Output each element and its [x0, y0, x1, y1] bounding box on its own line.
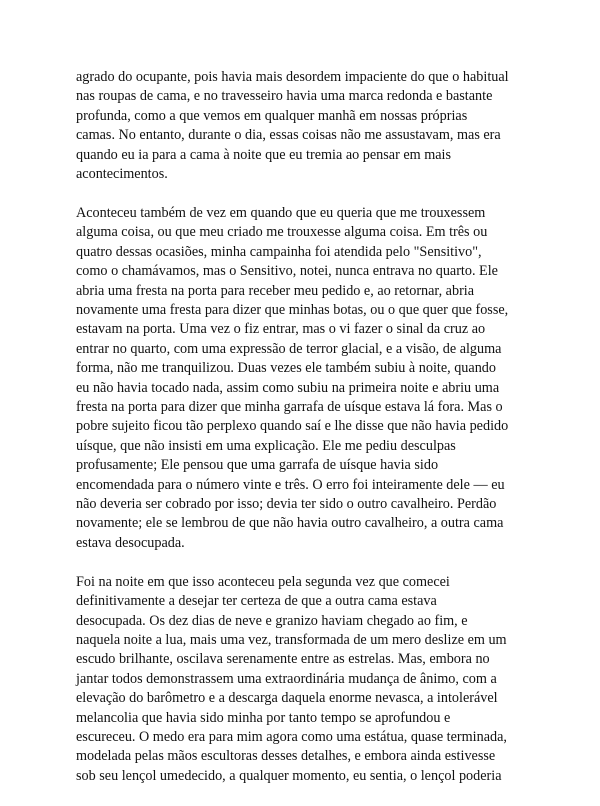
text-line: não deveria ser cobrado por isso; devia ter sido o outro cavalheiro. Perdão: [76, 496, 497, 513]
text-line: eu não havia tocado nada, assim como subiu na primeira noite e abriu uma: [76, 379, 500, 396]
text-line: agrado do ocupante, pois havia mais desordem impaciente do que o habitual: [76, 69, 509, 85]
paragraph: [76, 573, 531, 786]
text-line: escureceu. O medo era para mim agora como uma estátua, quase terminada,: [76, 729, 507, 745]
text-line: acontecimentos.: [76, 166, 168, 183]
text-line: novamente uma fresta para dizer que minhas botas, ou o que quer que fosse,: [76, 301, 509, 318]
text-line: sob seu lençol umedecido, a qualquer momento, eu sentia, o lençol poderia: [76, 767, 502, 784]
text-line: escudo brilhante, oscilava serenamente entre as estrelas. Mas, embora no: [76, 651, 490, 668]
text-line: naquela noite a lua, mais uma vez, transformada de um mero deslize em um: [76, 631, 507, 648]
text-line: Foi na noite em que isso aconteceu pela segunda vez que comecei: [76, 573, 450, 590]
text-line: profunda, como a que vemos em qualquer manhã em nossas próprias: [76, 107, 468, 124]
text-line: uísque, que não insisti em uma explicação. Ele me pediu desculpas: [76, 437, 456, 454]
paragraph: [76, 204, 531, 553]
text-line: fresta na porta para dizer que minha garrafa de uísque estava lá fora. Mas o: [76, 399, 503, 415]
text-line: forma, não me tranquilizou. Duas vezes ele também subiu à noite, quando: [76, 360, 496, 377]
text-line: encomendada para o número vinte e três. O erro foi inteiramente dele — eu: [76, 476, 505, 493]
text-line: jantar todos demonstrassem uma extraordinária mudança de ânimo, com a: [76, 670, 497, 687]
text-line: entrar no quarto, com uma expressão de terror glacial, e a visão, de alguma: [76, 340, 502, 357]
text-line: elevação do barômetro e a descarga daquela enorme nevasca, a intolerável: [76, 690, 498, 707]
text-line: camas. No entanto, durante o dia, essas coisas não me assustavam, mas era: [76, 127, 501, 144]
text-line: como o chamávamos, mas o Sensitivo, notei, nunca entrava no quarto. Ele: [76, 263, 498, 280]
text-line: quando eu ia para a cama à noite que eu tremia ao pensar em mais: [76, 146, 452, 163]
text-line: desocupada. Os dez dias de neve e granizo haviam chegado ao fim, e: [76, 612, 468, 629]
text-line: pobre sujeito ficou tão perplexo quando saí e lhe disse que não havia pedido: [76, 418, 509, 435]
text-line: Aconteceu também de vez em quando que eu queria que me trouxessem: [76, 204, 486, 221]
text-line: abria uma fresta na porta para receber meu pedido e, ao retornar, abria: [76, 282, 475, 299]
text-line: profusamente; Ele pensou que uma garrafa de uísque havia sido: [76, 457, 439, 474]
text-line: estava desocupada.: [76, 534, 185, 551]
paragraph: [76, 68, 531, 184]
text-line: modelada pelas mãos escultoras desses detalhes, e embora ainda estivesse: [76, 748, 496, 765]
text-line: definitivamente a desejar ter certeza de que a outra cama estava: [76, 593, 437, 610]
text-line: novamente; ele se lembrou de que não havia outro cavalheiro, a outra cama: [76, 515, 504, 532]
text-line: nas roupas de cama, e no travesseiro havia uma marca redonda e bastante: [76, 88, 493, 105]
text-line: quatro dessas ocasiões, minha campainha foi atendida pelo "Sensitivo",: [76, 243, 482, 260]
text-line: alguma coisa, ou que meu criado me trouxesse alguma coisa. Em três ou: [76, 224, 488, 241]
text-line: estavam na porta. Uma vez o fiz entrar, mas o vi fazer o sinal da cruz ao: [76, 321, 486, 338]
document-body: [76, 68, 531, 806]
text-line: melancolia que havia sido minha por tanto tempo se aprofundou e: [76, 709, 451, 726]
